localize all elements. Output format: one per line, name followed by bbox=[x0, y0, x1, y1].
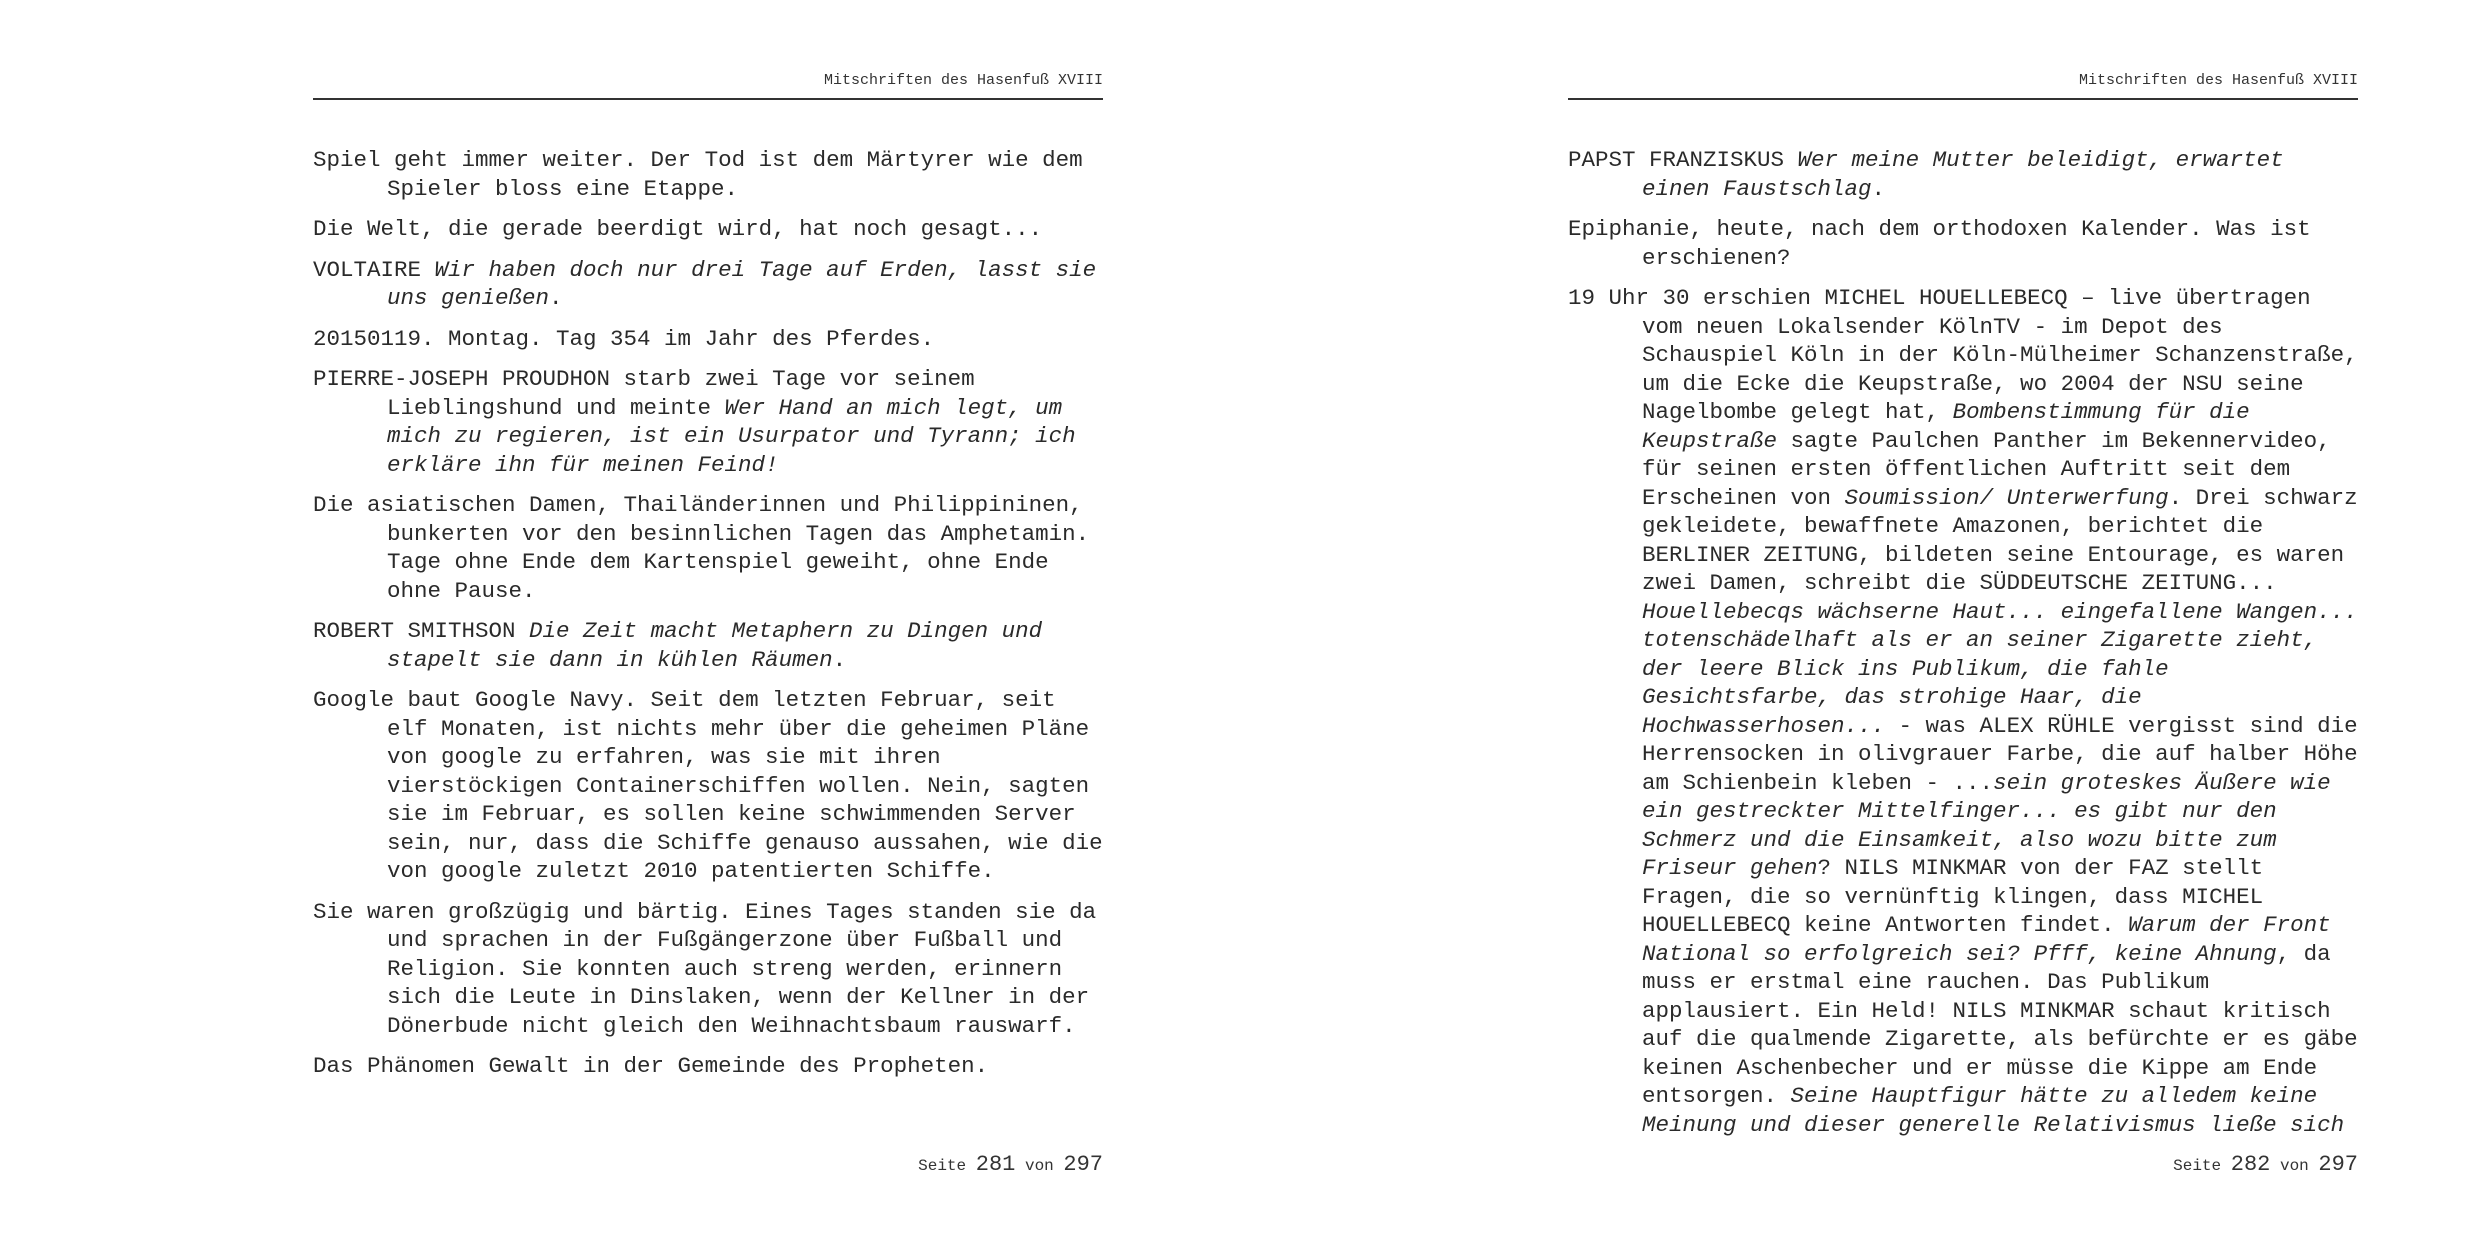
text-run: Das Phänomen Gewalt in der Gemeinde des Propheten. bbox=[313, 1053, 989, 1079]
quote-text: sein groteskes Äußere wie ein gestreckter Mittelfinger... es gibt nur den Schmerz und die Einsamkeit, also wozu bitte zum Friseur gehen bbox=[1642, 769, 2331, 881]
text-run: Sie waren großzügig und bärtig. Eines Tages standen sie da und sprachen in der Fußgängerzone über Fußball und Religion. Sie konnten auch streng werden, erinnern sich die Leute in Dinslaken, wenn der Kellner in der Dönerbude nicht gleich den Weihnachtsbaum rauswarf. bbox=[313, 898, 1097, 1039]
quote-text: Wer Hand an mich legt, um mich zu regieren, ist ein Usurpator und Tyrann; ich erkläre ihn für meinen Feind! bbox=[387, 394, 1076, 478]
text-run: PIERRE-JOSEPH PROUDHON starb zwei Tage vor seinem Lieblingshund und meinte bbox=[313, 366, 975, 421]
text-run: Die Welt, die gerade beerdigt wird, hat noch gesagt... bbox=[313, 216, 1043, 242]
text-run: ROBERT SMITHSON bbox=[313, 618, 530, 644]
footer-von: von bbox=[1024, 1157, 1054, 1175]
paragraph bbox=[313, 215, 1103, 244]
footer-von: von bbox=[2279, 1157, 2309, 1175]
text-run: 20150119. Montag. Tag 354 im Jahr des Pferdes. bbox=[313, 325, 935, 352]
text-run: . Drei schwarz gekleidete, bewaffnete Amazonen, berichtet die BERLINER ZEITUNG, bildeten seine Entourage, es waren zwei Damen, schreibt die SÜDDEUTSCHE ZEITUNG... bbox=[1642, 484, 2358, 596]
text-run: VOLTAIRE bbox=[313, 256, 435, 283]
quote-text: Wer meine Mutter beleidigt, erwartet einen Faustschlag bbox=[1642, 147, 2284, 202]
text-run: . bbox=[1871, 175, 1886, 202]
paragraph bbox=[313, 256, 1103, 313]
footer-seite: Seite bbox=[918, 1157, 967, 1175]
paragraph bbox=[313, 1052, 1103, 1081]
quote-text: Die Zeit macht Metaphern zu Dingen und stapelt sie dann in kühlen Räumen bbox=[387, 618, 1043, 673]
right-page bbox=[1240, 0, 2480, 1240]
footer-seite: Seite bbox=[2173, 1157, 2222, 1175]
text-run: , da muss er erstmal eine rauchen. Das Publikum applausiert. Ein Held! NILS MINKMAR schaut kritisch auf die qualmende Zigarette, als befürchte er es gäbe keinen Aschenbecher und er müsse die Kippe am Ende entsorgen. bbox=[1642, 940, 2358, 1109]
text-run: Die asiatischen Damen, Thailänderinnen und Philippininen, bunkerten vor den besinnlichen Tagen das Amphetamin. Tage ohne Ende dem Kartenspiel geweiht, ohne Ende ohne Pause. bbox=[313, 492, 1090, 604]
text-run: . bbox=[832, 646, 847, 673]
paragraph bbox=[313, 686, 1103, 886]
paragraph bbox=[1568, 146, 2358, 203]
paragraph bbox=[313, 491, 1103, 605]
paragraph bbox=[313, 325, 1103, 354]
text-run: Epiphanie, heute, nach dem orthodoxen Kalender. Was ist erschienen? bbox=[1568, 216, 2311, 271]
text-run: ? NILS MINKMAR von der FAZ stellt Fragen, die so vernünftig klingen, dass MICHEL HOUELLEBECQ keine Antworten findet. bbox=[1642, 855, 2264, 938]
footer-page-num: 282 bbox=[2230, 1152, 2271, 1177]
text-run: . bbox=[549, 285, 563, 311]
quote-text: Warum der Front National so erfolgreich sei? Pfff, keine Ahnung bbox=[1642, 912, 2331, 967]
quote-text: Bombenstimmung für die Keupstraße bbox=[1642, 399, 2250, 454]
footer-page-num: 281 bbox=[975, 1152, 1016, 1177]
text-run: sagte Paulchen Panther im Bekennervideo, für seinen ersten öffentlichen Auftritt seit dem Erscheinen von bbox=[1642, 427, 2331, 511]
page-number bbox=[1568, 1152, 2358, 1177]
text-run: - was ALEX RÜHLE vergisst sind die Herrensocken in olivgrauer Farbe, die auf halber Höhe am Schienbein kleben - ... bbox=[1642, 712, 2358, 796]
paragraph bbox=[1568, 284, 2358, 1139]
running-header: Mitschriften des Hasenfuß XVIII bbox=[1568, 72, 2358, 100]
quote-text: Wir haben doch nur drei Tage auf Erden, lasst sie uns genießen bbox=[387, 256, 1097, 311]
paragraph bbox=[313, 617, 1103, 674]
footer-total: 297 bbox=[2318, 1152, 2358, 1177]
page-number bbox=[313, 1152, 1103, 1177]
footer-total: 297 bbox=[1063, 1152, 1103, 1177]
text-run: Spiel geht immer weiter. Der Tod ist dem Märtyrer wie dem Spieler bloss eine Etappe. bbox=[313, 147, 1083, 202]
text-run: Google baut Google Navy. Seit dem letzten Februar, seit elf Monaten, ist nichts mehr über die geheimen Pläne von google zu erfahren, was sie mit ihren vierstöckigen Containerschiffen wollen. Nein, sagten sie im Februar, es sollen keine schwimmenden Server sein, nur, dass die Schiffe genauso aussahen, wie die von google zuletzt 2010 patentierten Schiffe. bbox=[313, 687, 1103, 884]
text-run: 19 Uhr 30 erschien MICHEL HOUELLEBECQ – live übertragen vom neuen Lokalsender KölnTV - im Depot des Schauspiel Köln in der Köln-Mülheimer Schanzenstraße, um die Ecke die Keupstraße, wo 2004 der NSU seine Nagelbombe gelegt hat, bbox=[1568, 285, 2358, 425]
paragraph bbox=[313, 146, 1103, 203]
quote-text: Soumission/ Unterwerfung bbox=[1844, 484, 2169, 511]
quote-text: Seine Hauptfigur hätte zu alledem keine Meinung und dieser generelle Relativismus ließe sich bbox=[1642, 1083, 2345, 1138]
paragraph bbox=[1568, 215, 2358, 272]
paragraph bbox=[313, 365, 1103, 479]
paragraph bbox=[313, 898, 1103, 1041]
quote-text: Houellebecqs wächserne Haut... eingefallene Wangen... totenschädelhaft als er an seiner Zigarette zieht, der leere Blick ins Publikum, die fahle Gesichtsfarbe, das strohige Haar, die Hochwasserhosen... bbox=[1642, 598, 2358, 739]
page-text bbox=[313, 146, 1103, 1093]
page-text bbox=[1568, 146, 2358, 1151]
running-header: Mitschriften des Hasenfuß XVIII bbox=[313, 72, 1103, 100]
text-run: PAPST FRANZISKUS bbox=[1568, 147, 1798, 173]
